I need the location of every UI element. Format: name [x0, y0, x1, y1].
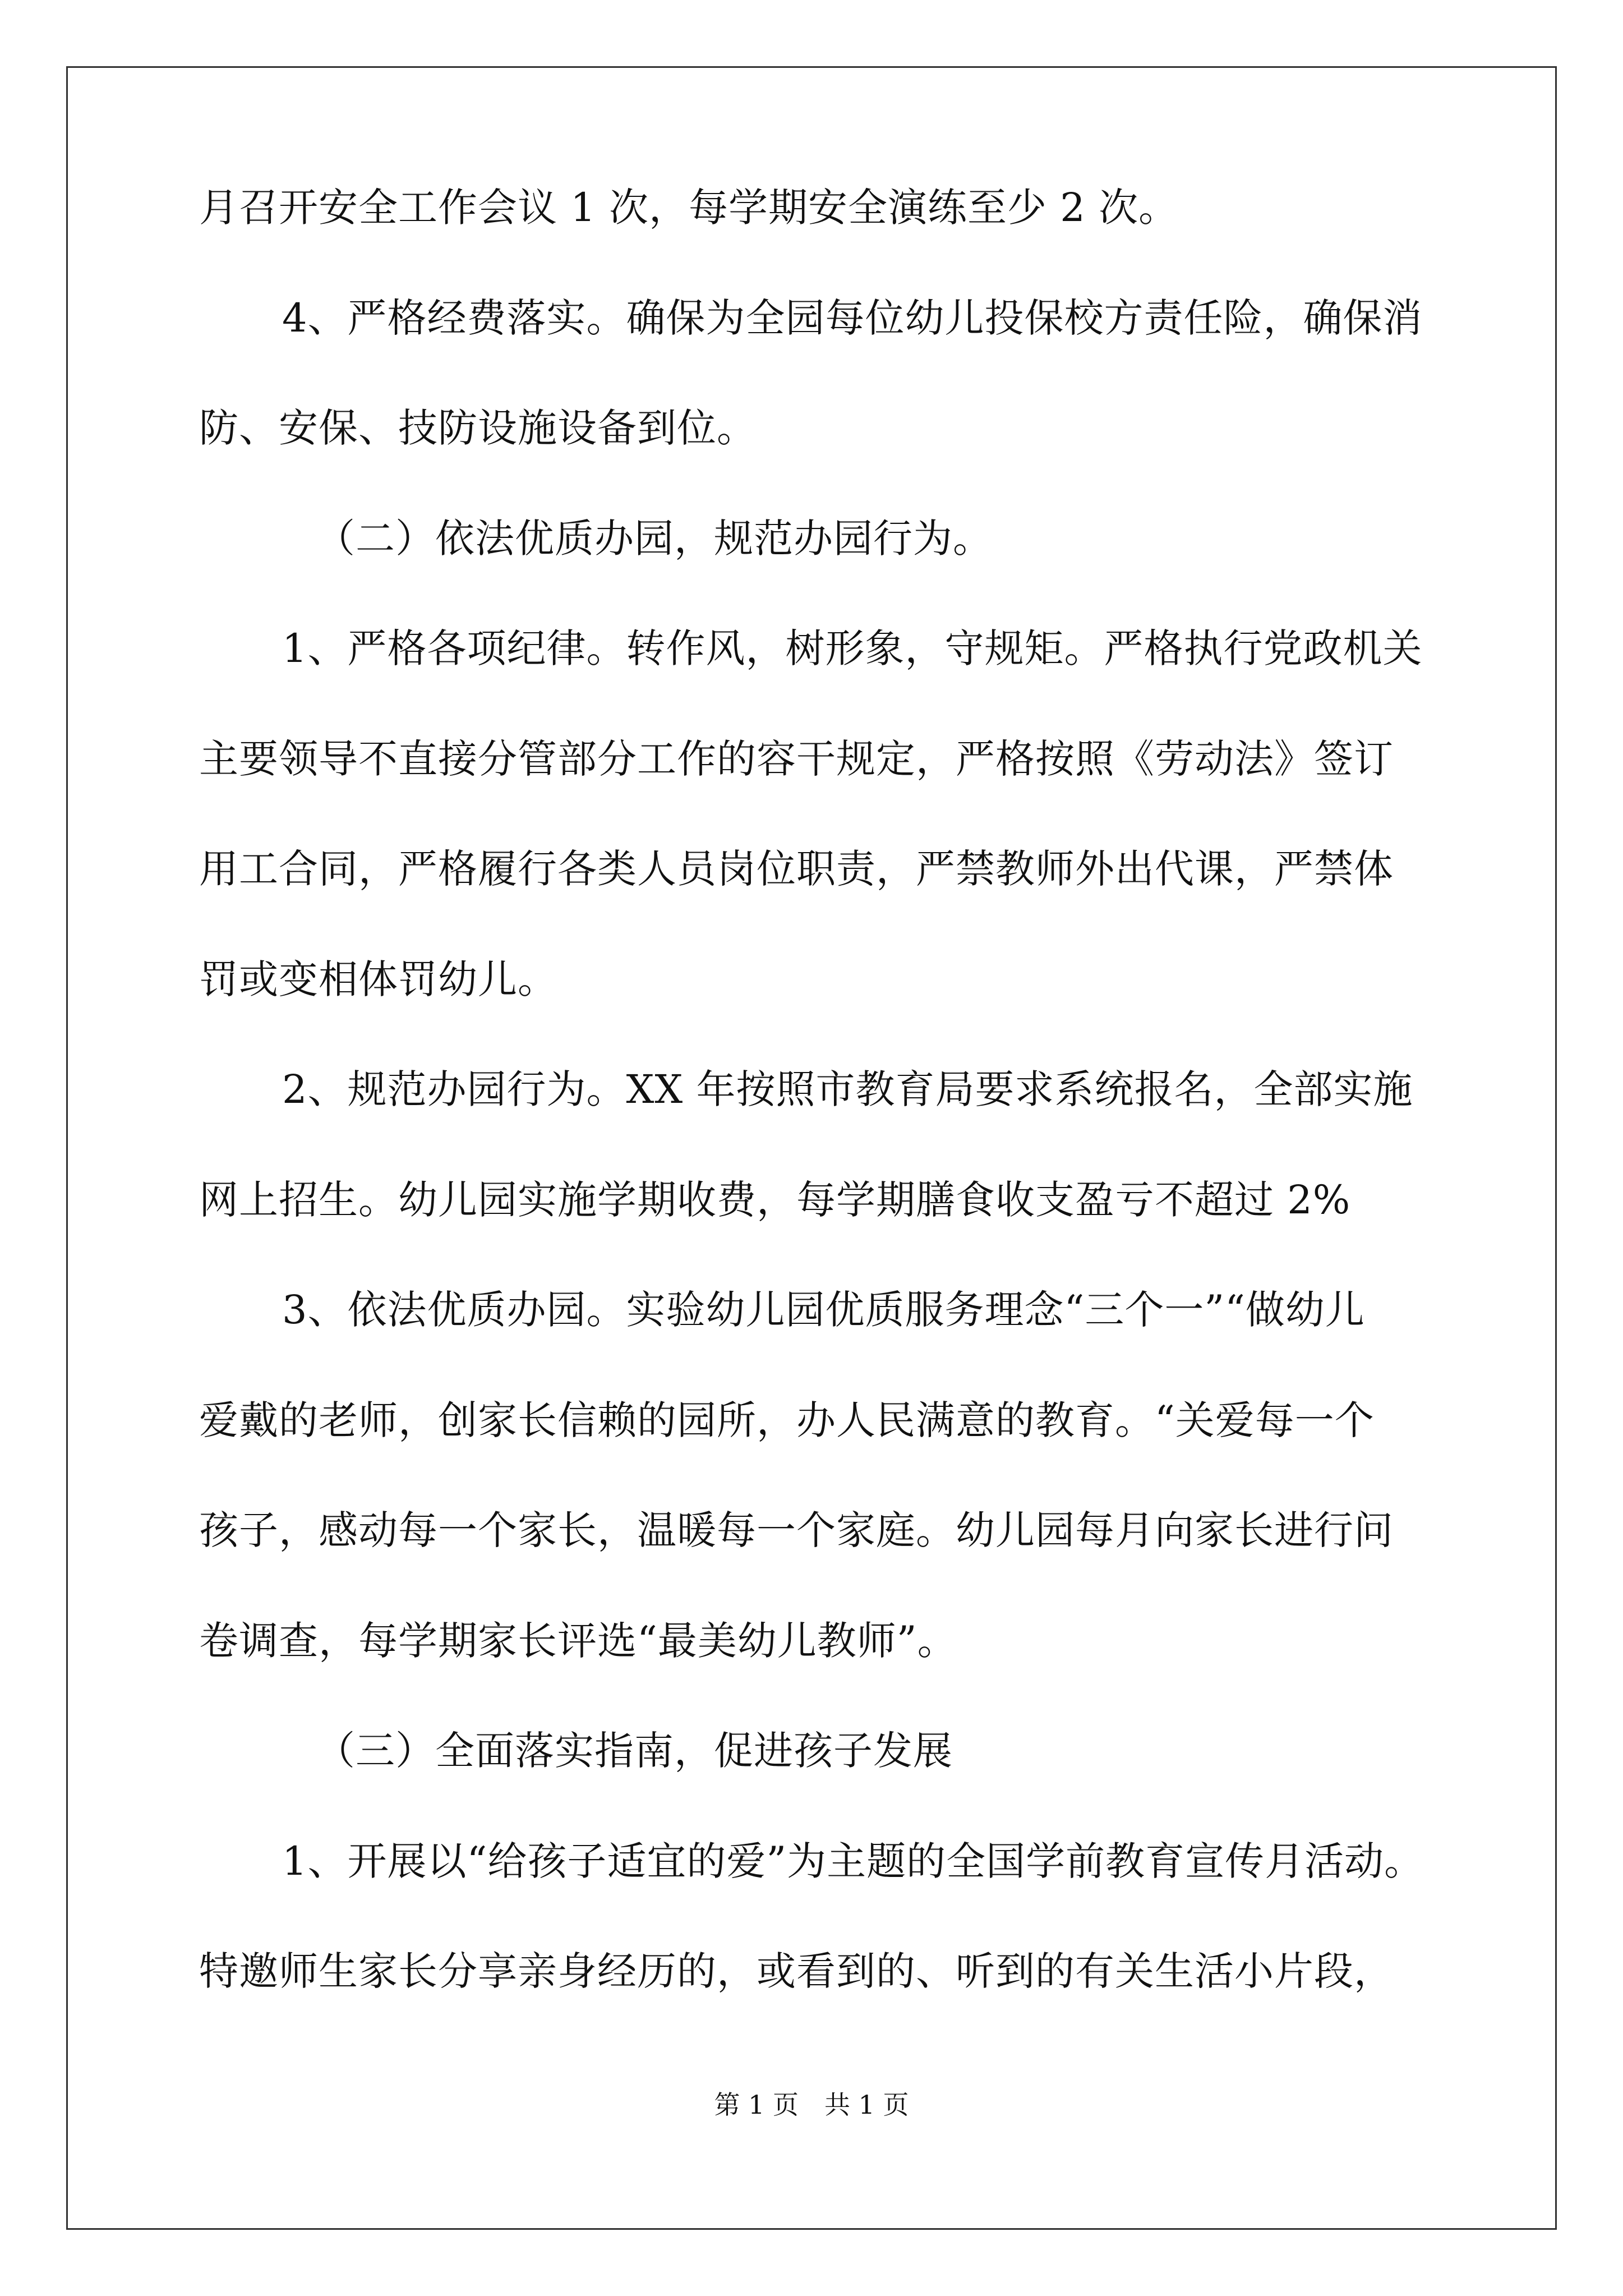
text-line: 爱戴的老师，创家长信赖的园所，办人民满意的教育。“关爱每一个	[199, 1397, 1375, 1443]
text-line: 主要领导不直接分管部分工作的容干规定，严格按照《劳动法》签订	[199, 736, 1394, 782]
page-border	[66, 66, 1557, 2230]
text-line: 卷调查，每学期家长评选“最美幼儿教师”。	[199, 1618, 957, 1664]
text-line: 防、安保、技防设施设备到位。	[199, 405, 757, 451]
text-line: 1、开展以“给孩子适宜的爱”为主题的全国学前教育宣传月活动。	[282, 1838, 1424, 1884]
text-line: 2、规范办园行为。XX 年按照市教育局要求系统报名，全部实施	[282, 1066, 1413, 1112]
section-heading: （二）依法优质办园，规范办园行为。	[316, 516, 993, 562]
page-number-footer: 第 1 页 共 1 页	[714, 2090, 909, 2120]
text-line: 3、依法优质办园。实验幼儿园优质服务理念“三个一”“做幼儿	[282, 1287, 1365, 1333]
text-line: 4、严格经费落实。确保为全园每位幼儿投保校方责任险，确保消	[282, 295, 1423, 341]
text-line: 特邀师生家长分享亲身经历的，或看到的、听到的有关生活小片段，	[199, 1948, 1394, 1994]
text-line: 月召开安全工作会议 1 次，每学期安全演练至少 2 次。	[199, 185, 1179, 231]
text-line: 网上招生。幼儿园实施学期收费，每学期膳食收支盈亏不超过 2%	[199, 1177, 1351, 1223]
text-line: 罚或变相体罚幼儿。	[199, 956, 557, 1002]
text-line: 孩子，感动每一个家长，温暖每一个家庭。幼儿园每月向家长进行问	[199, 1507, 1394, 1553]
text-line: 1、严格各项纪律。转作风，树形象，守规矩。严格执行党政机关	[282, 625, 1423, 671]
section-heading: （三）全面落实指南，促进孩子发展	[316, 1728, 953, 1774]
text-line: 用工合同，严格履行各类人员岗位职责，严禁教师外出代课，严禁体	[199, 846, 1394, 892]
